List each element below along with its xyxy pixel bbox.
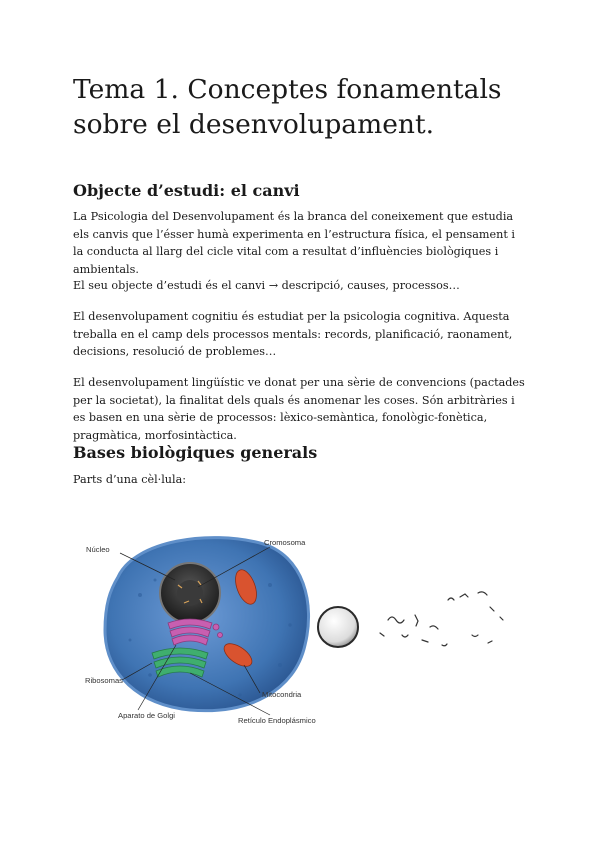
paragraph-definicio: La Psicologia del Desenvolupament és la branca del coneixement que estudia els canvis que l’ésser humà experimenta en l’estructura física, el pensament i la conducta al llarg del cicle vital com a resultat d’influències biològiques i ambientals. [73, 210, 515, 276]
page-title: Tema 1. Conceptes fonamentals sobre el desenvolupament. [73, 74, 502, 140]
section-heading-bases: Bases biològiques generals [73, 443, 318, 462]
chromosome-squiggles [380, 592, 503, 646]
label-nucleo: Núcleo [86, 545, 110, 554]
label-ribosomas: Ribosomas [85, 676, 123, 685]
paragraph-cognitiu: El desenvolupament cognitiu és estudiat per la psicologia cognitiva. Aquesta treballa en el camp dels processos mentals: records, planificació, raonament, decisions, resolució de problemes… [73, 310, 513, 358]
label-cromosoma: Cromosoma [264, 538, 306, 547]
cell-sphere-illustration [318, 607, 358, 647]
paragraph-parts-cellula: Parts d’una cèl·lula: [73, 473, 187, 486]
label-reticulo: Retículo Endoplásmico [238, 716, 316, 725]
cell-diagram [80, 525, 520, 735]
paragraph-objecte: El seu objecte d’estudi és el canvi → descripció, causes, processos… [73, 279, 460, 292]
paragraph-linguistic: El desenvolupament lingüístic ve donat per una sèrie de convencions (pactades per la societat), la finalitat dels quals és anomenar les coses. Són arbitràries i es basen en una sèrie de processos: lèxico-semàntica, fonològic-fonètica, pragmàtica, morfosintàctica. [73, 376, 525, 442]
label-golgi: Aparato de Golgi [118, 711, 175, 720]
section-heading-objecte: Objecte d’estudi: el canvi [73, 181, 300, 200]
label-mitocondria: Mitocondria [262, 690, 302, 699]
